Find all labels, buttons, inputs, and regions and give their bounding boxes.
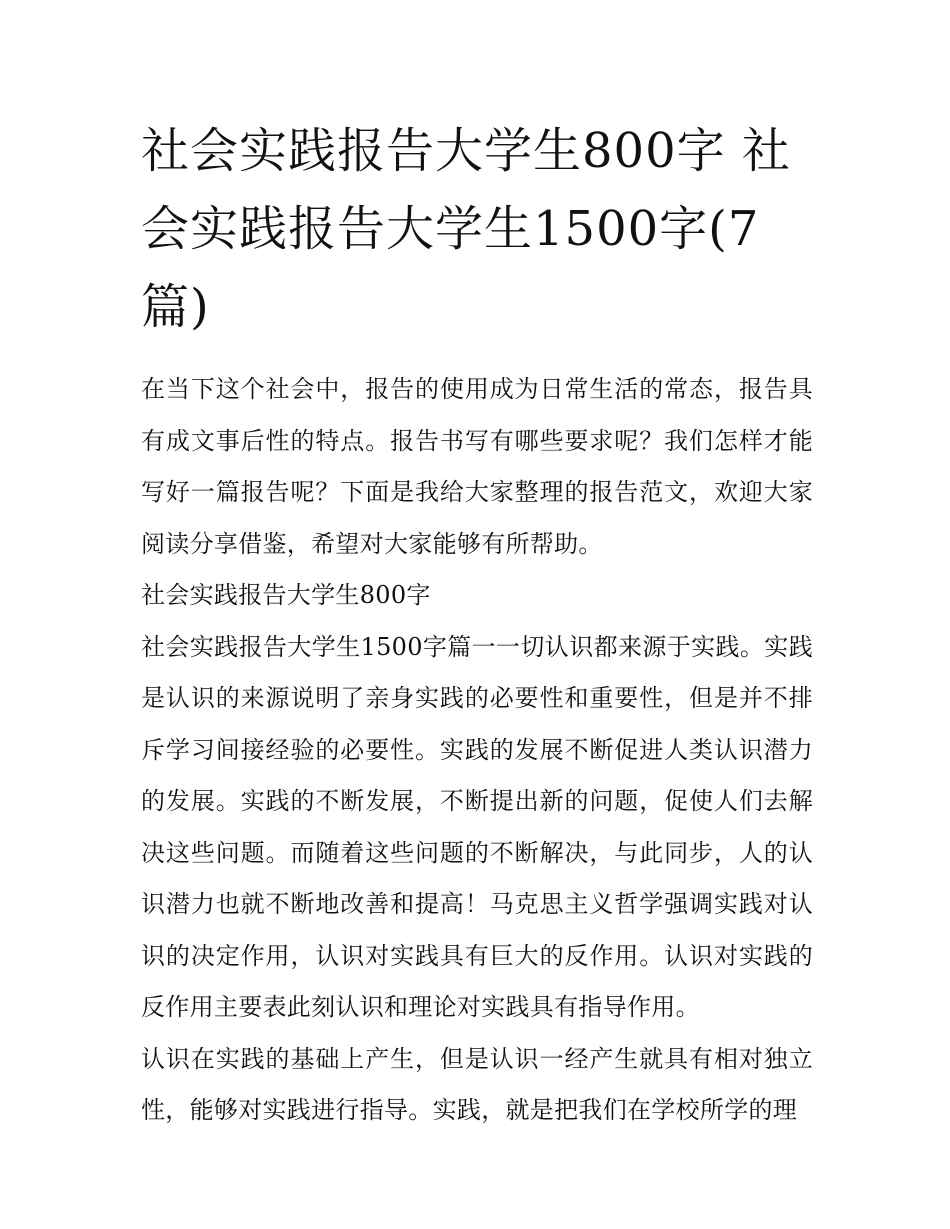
document-title: 社会实践报告大学生800字 社会实践报告大学生1500字(7篇)	[141, 123, 791, 335]
document-body	[141, 364, 813, 1137]
section-heading-paragraph: 社会实践报告大学生800字	[141, 581, 431, 609]
intro-paragraph: 在当下这个社会中，报告的使用成为日常生活的常态，报告具有成文事后性的特点。报告书写有哪些要求呢？我们怎样才能写好一篇报告呢？下面是我给大家整理的报告范文，欢迎大家阅读分享借鉴，希望对大家能够有所帮助。	[141, 375, 813, 558]
document-page	[141, 112, 813, 1137]
article-paragraph-2: 认识在实践的基础上产生，但是认识一经产生就具有相对独立性，能够对实践进行指导。实践，就是把我们在学校所学的理	[141, 1044, 813, 1124]
article-paragraph-1: 社会实践报告大学生1500字篇一一切认识都来源于实践。实践是认识的来源说明了亲身实践的必要性和重要性，但是并不排斥学习间接经验的必要性。实践的发展不断促进人类认识潜力的发展。实践的不断发展，不断提出新的问题，促使人们去解决这些问题。而随着这些问题的不断解决，与此同步，人的认识潜力也就不断地改善和提高！马克思主义哲学强调实践对认识的决定作用，认识对实践具有巨大的反作用。认识对实践的反作用主要表此刻认识和理论对实践具有指导作用。	[141, 632, 813, 1021]
